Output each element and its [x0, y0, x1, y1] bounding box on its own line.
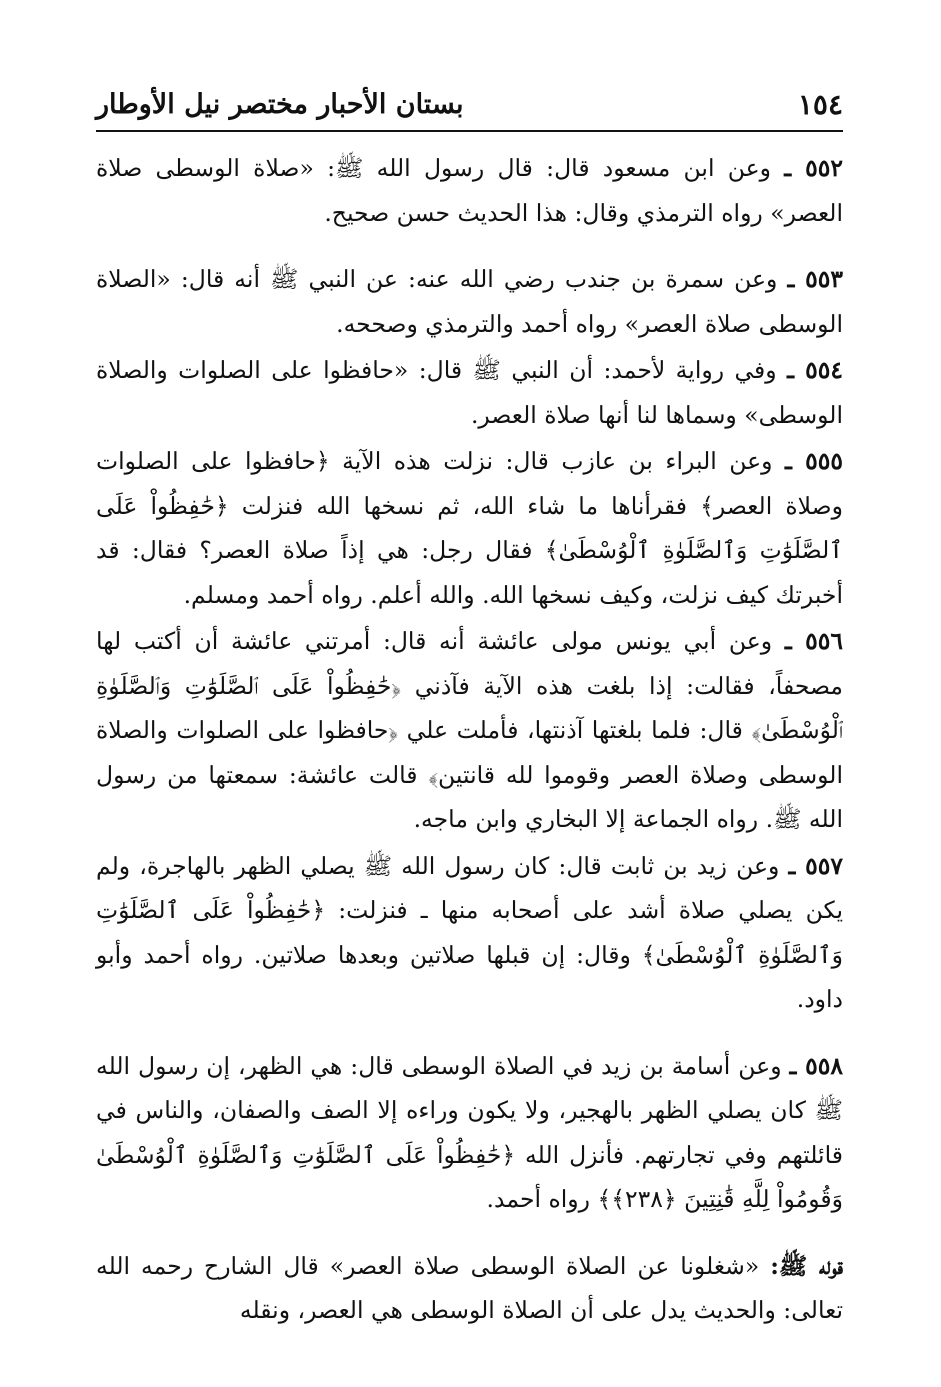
hadith-text: وعن أسامة بن زيد في الصلاة الوسطى قال: هي الظهر، إن رسول الله ﷺ كان يصلي الظهر بالهجير، ولا يكون وراءه إلا الصف والصفان، والناس في قائلتهم وفي تجارتهم. فأنزل الله ﴿حَٰفِظُواْ عَلَى ٱلصَّلَوَٰتِ وَٱلصَّلَوٰةِ ٱلْوُسْطَىٰ وَقُومُواْ لِلَّهِ قَٰنِتِينَ ﴿٢٣٨﴾﴾ رواه أحمد.	[96, 1051, 843, 1213]
hadith-number: ٥٥٢ ـ	[784, 154, 843, 182]
hadith-number: ٥٥٣ ـ	[787, 265, 843, 293]
page-header	[96, 88, 843, 132]
commentary-paragraph	[96, 1244, 843, 1333]
hadith-text: وعن البراء بن عازب قال: نزلت هذه الآية ﴿حافظوا على الصلوات وصلاة العصر﴾ فقرأناها ما شاء الله، ثم نسخها الله فنزلت ﴿حَٰفِظُواْ عَلَى ٱلصَّلَوَٰتِ وَٱلصَّلَوٰةِ ٱلْوُسْطَىٰ﴾ فقال رجل: هي إذاً صلاة العصر؟ فقال: قد أخبرتك كيف نزلت، وكيف نسخها الله. والله أعلم. رواه أحمد ومسلم.	[96, 447, 843, 609]
running-title: بستان الأحبار مختصر نيل الأوطار	[96, 89, 464, 120]
commentary-lead: قوله ﷺ:	[770, 1251, 843, 1280]
page-body	[96, 146, 843, 1333]
hadith-text: وعن أبي يونس مولى عائشة أنه قال: أمرتني عائشة أن أكتب لها مصحفاً، فقالت: إذا بلغت هذه الآية فآذني ﴿حَٰفِظُواْ عَلَى ٱلصَّلَوَٰتِ وَٱلصَّلَوٰةِ ٱلْوُسْطَىٰ﴾ قال: فلما بلغتها آذنتها، فأملت علي ﴿حافظوا على الصلوات والصلاة الوسطى وصلاة العصر وقوموا لله قانتين﴾ قالت عائشة: سمعتها من رسول الله ﷺ. رواه الجماعة إلا البخاري وابن ماجه.	[96, 627, 843, 833]
hadith-554	[96, 348, 843, 437]
page-number: ١٥٤	[797, 88, 843, 121]
hadith-text: وفي رواية لأحمد: أن النبي ﷺ قال: «حافظوا على الصلوات والصلاة الوسطى» وسماها لنا أنها صلاة العصر.	[96, 356, 843, 429]
hadith-555	[96, 439, 843, 617]
hadith-number: ٥٥٤ ـ	[787, 356, 843, 384]
hadith-number: ٥٥٨ ـ	[789, 1051, 843, 1080]
hadith-number: ٥٥٥ ـ	[785, 447, 843, 475]
hadith-553	[96, 257, 843, 346]
hadith-557	[96, 844, 843, 1022]
hadith-text: وعن سمرة بن جندب رضي الله عنه: عن النبي ﷺ أنه قال: «الصلاة الوسطى صلاة العصر» رواه أحمد والترمذي وصححه.	[96, 265, 843, 338]
hadith-556	[96, 619, 843, 842]
hadith-number: ٥٥٧ ـ	[788, 851, 843, 880]
commentary-text: «شغلونا عن الصلاة الوسطى صلاة العصر» قال الشارح رحمه الله تعالى: والحديث يدل على أن الصلاة الوسطى هي العصر، ونقله	[96, 1251, 843, 1324]
hadith-552	[96, 146, 843, 235]
hadith-text: وعن زيد بن ثابت قال: كان رسول الله ﷺ يصلي الظهر بالهاجرة، ولم يكن يصلي صلاة أشد على أصحابه منها ـ فنزلت: ﴿حَٰفِظُواْ عَلَى ٱلصَّلَوَٰتِ وَٱلصَّلَوٰةِ ٱلْوُسْطَىٰ﴾ وقال: إن قبلها صلاتين وبعدها صلاتين. رواه أحمد وأبو داود.	[96, 851, 843, 1013]
hadith-text: وعن ابن مسعود قال: قال رسول الله ﷺ: «صلاة الوسطى صلاة العصر» رواه الترمذي وقال: هذا الحديث حسن صحيح.	[96, 154, 843, 227]
hadith-number: ٥٥٦ ـ	[784, 627, 843, 655]
hadith-558	[96, 1044, 843, 1222]
